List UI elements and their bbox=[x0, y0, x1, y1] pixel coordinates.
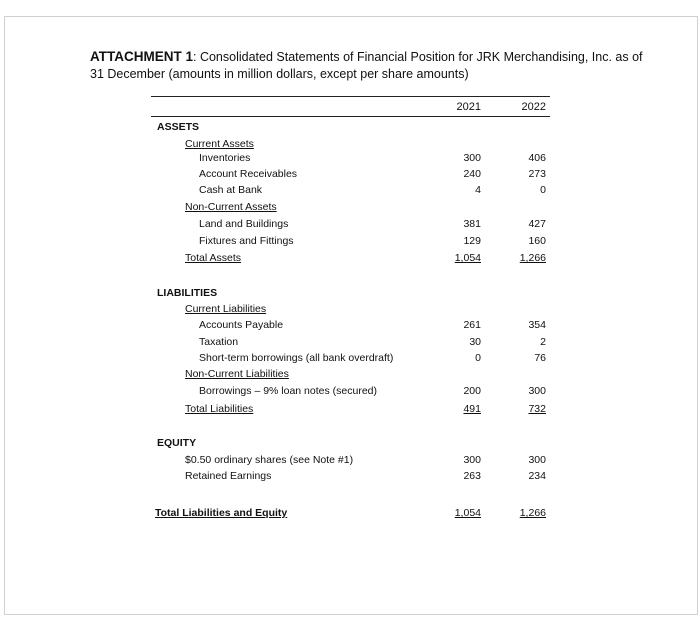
table-top-rule bbox=[151, 96, 550, 97]
borrowings-label: Borrowings – 9% loan notes (secured) bbox=[199, 385, 378, 397]
noncurrent-assets-title: Non-Current Assets bbox=[185, 201, 277, 213]
shares-label: $0.50 ordinary shares (see Note #1) bbox=[185, 454, 354, 466]
receivables-label: Account Receivables bbox=[199, 168, 298, 180]
fixtures-label: Fixtures and Fittings bbox=[199, 235, 294, 247]
payable-label: Accounts Payable bbox=[199, 319, 284, 331]
total-liabilities-2022: 732 bbox=[528, 403, 546, 415]
payable-2021: 261 bbox=[463, 319, 481, 331]
total-liabilities-label: Total Liabilities bbox=[185, 403, 254, 415]
fixtures-2022: 160 bbox=[528, 235, 546, 247]
land-label: Land and Buildings bbox=[199, 218, 289, 230]
liabilities-section-title: LIABILITIES bbox=[157, 287, 218, 299]
retained-label: Retained Earnings bbox=[185, 470, 272, 482]
column-header-2022: 2022 bbox=[521, 101, 546, 113]
payable-2022: 354 bbox=[528, 319, 546, 331]
retained-2022: 234 bbox=[528, 470, 546, 482]
taxation-label: Taxation bbox=[199, 336, 239, 348]
total-assets-2022: 1,266 bbox=[519, 252, 546, 264]
assets-section-title: ASSETS bbox=[157, 121, 200, 133]
shares-2022: 300 bbox=[528, 454, 546, 466]
total-assets-2021: 1,054 bbox=[454, 252, 481, 264]
short-borrowings-2021: 0 bbox=[475, 352, 481, 364]
grand-total-2021: 1,054 bbox=[454, 507, 481, 519]
equity-section-title: EQUITY bbox=[157, 437, 197, 449]
receivables-2021: 240 bbox=[463, 168, 481, 180]
fixtures-2021: 129 bbox=[463, 235, 481, 247]
total-assets-label: Total Assets bbox=[185, 252, 242, 264]
land-2021: 381 bbox=[463, 218, 481, 230]
current-liabilities-title: Current Liabilities bbox=[185, 303, 267, 315]
borrowings-2021: 200 bbox=[463, 385, 481, 397]
land-2022: 427 bbox=[528, 218, 546, 230]
document-heading bbox=[90, 48, 650, 83]
cash-label: Cash at Bank bbox=[199, 184, 263, 196]
short-borrowings-2022: 76 bbox=[534, 352, 546, 364]
taxation-2022: 2 bbox=[540, 336, 546, 348]
receivables-2022: 273 bbox=[528, 168, 546, 180]
noncurrent-liabilities-title: Non-Current Liabilities bbox=[185, 368, 289, 380]
column-header-2021: 2021 bbox=[456, 101, 481, 113]
current-assets-title: Current Assets bbox=[185, 138, 254, 150]
retained-2021: 263 bbox=[463, 470, 481, 482]
inventories-label: Inventories bbox=[199, 152, 251, 164]
attachment-label: ATTACHMENT 1 bbox=[90, 49, 193, 64]
cash-2021: 4 bbox=[475, 184, 481, 196]
inventories-2021: 300 bbox=[463, 152, 481, 164]
grand-total-label: Total Liabilities and Equity bbox=[155, 507, 288, 519]
inventories-2022: 406 bbox=[528, 152, 546, 164]
short-borrowings-label: Short-term borrowings (all bank overdraft) bbox=[199, 352, 394, 364]
total-liabilities-2021: 491 bbox=[463, 403, 481, 415]
grand-total-2022: 1,266 bbox=[519, 507, 546, 519]
document-frame bbox=[4, 16, 698, 615]
table-header-rule bbox=[151, 116, 550, 117]
heading-text: : Consolidated Statements of Financial Position for JRK Merchandising, Inc. as of 31 December (amounts in million dollars, except per share amounts) bbox=[90, 50, 643, 81]
taxation-2021: 30 bbox=[469, 336, 481, 348]
shares-2021: 300 bbox=[463, 454, 481, 466]
borrowings-2022: 300 bbox=[528, 385, 546, 397]
cash-2022: 0 bbox=[540, 184, 546, 196]
